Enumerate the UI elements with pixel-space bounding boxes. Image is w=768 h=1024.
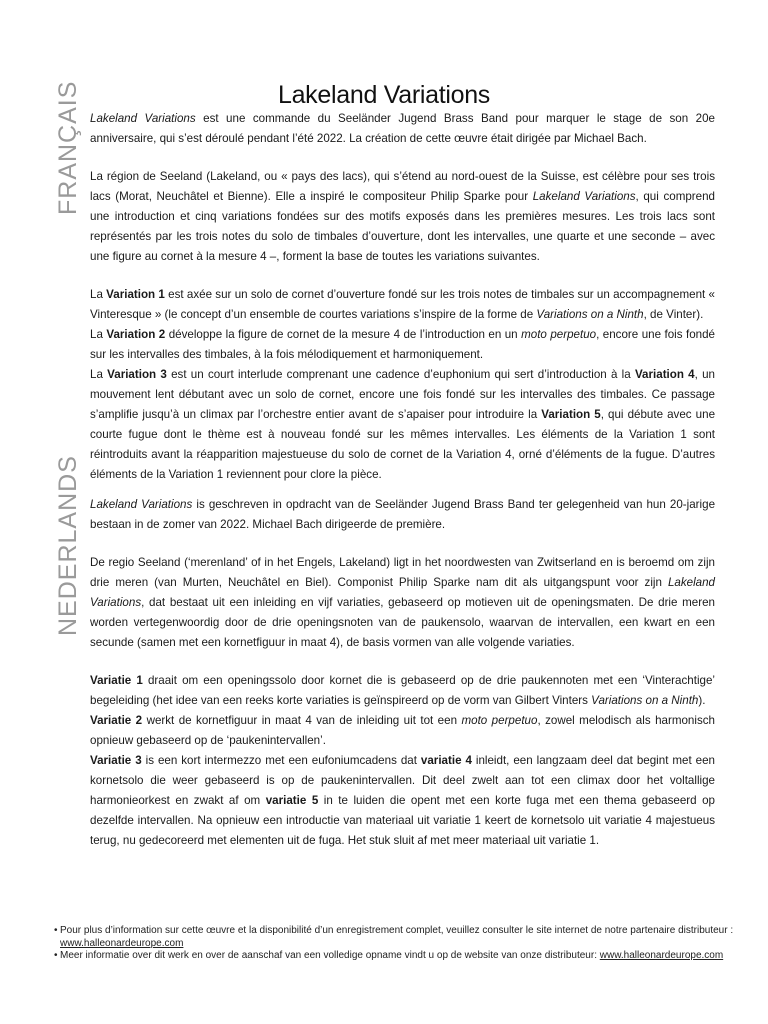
fr-variation-2-paragraph: La Variation 2 développe la figure de cornet de la mesure 4 de l’introduction en un moto perpetuo, encore une fois fondé sur les intervalles des timbales, à la fois mélodiquement et harmoniquement. bbox=[90, 328, 716, 361]
distributor-link[interactable]: www.halleonardeurope.com bbox=[599, 950, 724, 961]
nl-variatie-3-paragraph: Variatie 3 is een kort intermezzo met een eufoniumcadens dat variatie 4 inleidt, een langzaam deel dat begint met een kornetsolo die weer gebaseerd is op de paukenintervallen. Dit deel zwelt aan tot een climax door het voltallige harmonieorkest en zwakt af om variatie 5 in te luiden die opent met een korte fuga met een thema gebaseerd op dezelfde intervallen. Na opnieuw een introductie van materiaal uit variatie 1 keert de kornetsolo uit variatie 4 majestueus terug, nu gedecoreerd met elementen uit de fuga. Het stuk sluit af met meer materiaal uit variatie 1. bbox=[90, 754, 716, 847]
section-label-nederlands: NEDERLANDS bbox=[54, 455, 82, 636]
fr-description-paragraph: La région de Seeland (Lakeland, ou « pays des lacs), qui s’étend au nord-ouest de la Suisse, est célèbre pour ses trois lacs (Morat, Neuchâtel et Bienne). Elle a inspiré le compositeur Philip Sparke pour Lakeland Variations, qui comprend une introduction et cinq variations fondées sur des motifs exposés dans les premières mesures. Les trois lacs sont représentés par les trois notes du solo de timbales d’ouverture, dont les intervalles, une quarte et une seconde – avec une figure au cornet à la mesure 4 –, forment la base de toutes les variations suivantes. bbox=[90, 170, 715, 263]
fr-intro-paragraph: Lakeland Variations est une commande du Seeländer Jugend Brass Band pour marquer le stage de son 20e anniversaire, qui s’est déroulé pendant l’été 2022. La création de cette œuvre était dirigée par Michael Bach. bbox=[90, 112, 716, 145]
nl-variatie-2-paragraph: Variatie 2 werkt de kornetfiguur in maat 4 van de inleiding uit tot een moto perpetuo, zowel melodisch als harmonisch opnieuw gebaseerd op de ‘paukenintervallen’. bbox=[90, 714, 715, 747]
work-title: Lakeland Variations bbox=[90, 498, 193, 511]
work-title: Lakeland Variations bbox=[90, 112, 196, 125]
fr-variation-1-paragraph: La Variation 1 est axée sur un solo de cornet d’ouverture fondé sur les trois notes de timbales sur un accompagnement « Vinteresque » (le concept d’un ensemble de courtes variations s’inspire de la forme de Variations on a Ninth, de Vinter). bbox=[90, 288, 715, 321]
page-title: Lakeland Variations bbox=[277, 80, 491, 109]
nl-intro-paragraph: Lakeland Variations is geschreven in opdracht van de Seeländer Jugend Brass Band ter gelegenheid van hun 20-jarige bestaan in de zomer van 2022. Michael Bach dirigeerde de première. bbox=[90, 498, 716, 531]
nl-variatie-1-paragraph: Variatie 1 draait om een openingssolo door kornet die is gebaseerd op de drie paukennoten met een ‘Vinterachtige’ begeleiding (het idee van een reeks korte variaties is geïnspireerd op de vorm van Gilbert Vinters Variations on a Ninth). bbox=[90, 674, 716, 707]
nl-description-paragraph: De regio Seeland (‘merenland’ of in het Engels, Lakeland) ligt in het noordwesten van Zwitserland en is beroemd om zijn drie meren (van Murten, Neuchâtel en Biel). Componist Philip Sparke nam dit als uitgangspunt voor zijn Lakeland Variations, dat bestaat uit een inleiding en vijf variaties, gebaseerd op motieven uit de openingsmaten. De drie meren worden vertegenwoordig door de drie openingsnoten van de paukensolo, waarvan de intervallen, een kwart en een secunde (samen met een kornetfiguur in maat 4), de basis vormen van alle volgende variaties. bbox=[90, 556, 715, 649]
fr-variation-3-paragraph: La Variation 3 est un court interlude comprenant une cadence d’euphonium qui sert d’introduction à la Variation 4, un mouvement lent débutant avec un solo de cornet, encore une fois fondé sur les intervalles des timbales. Ce passage s’amplifie jusqu’à un climax par l’orchestre entier avant de s’apaiser pour introduire la Variation 5, qui débute avec une courte fugue dont le thème est à nouveau fondé sur les mêmes intervalles. Les éléments de la Variation 1 sont réintroduits avant la réapparition majestueuse du solo de cornet de la Variation 4, orné d’éléments de la fugue. D’autres éléments de la Variation 1 reviennent pour clore la pièce. bbox=[90, 368, 716, 481]
footnote-nederlands: • Meer informatie over dit werk en over de aanschaf van een volledige opname vindt u op de website van onze distributeur: www.halleonardeurope.com bbox=[54, 950, 734, 963]
footnote-francais: • Pour plus d’information sur cette œuvre et la disponibilité d’un enregistrement complet, veuillez consulter le site internet de notre partenaire distributeur : www.halleonardeurope.com bbox=[54, 925, 734, 950]
distributor-link[interactable]: www.halleonardeurope.com bbox=[60, 937, 184, 949]
footnotes bbox=[54, 925, 734, 963]
section-francais bbox=[90, 109, 715, 485]
section-nederlands bbox=[90, 495, 715, 851]
section-label-francais: FRANÇAIS bbox=[54, 80, 82, 215]
